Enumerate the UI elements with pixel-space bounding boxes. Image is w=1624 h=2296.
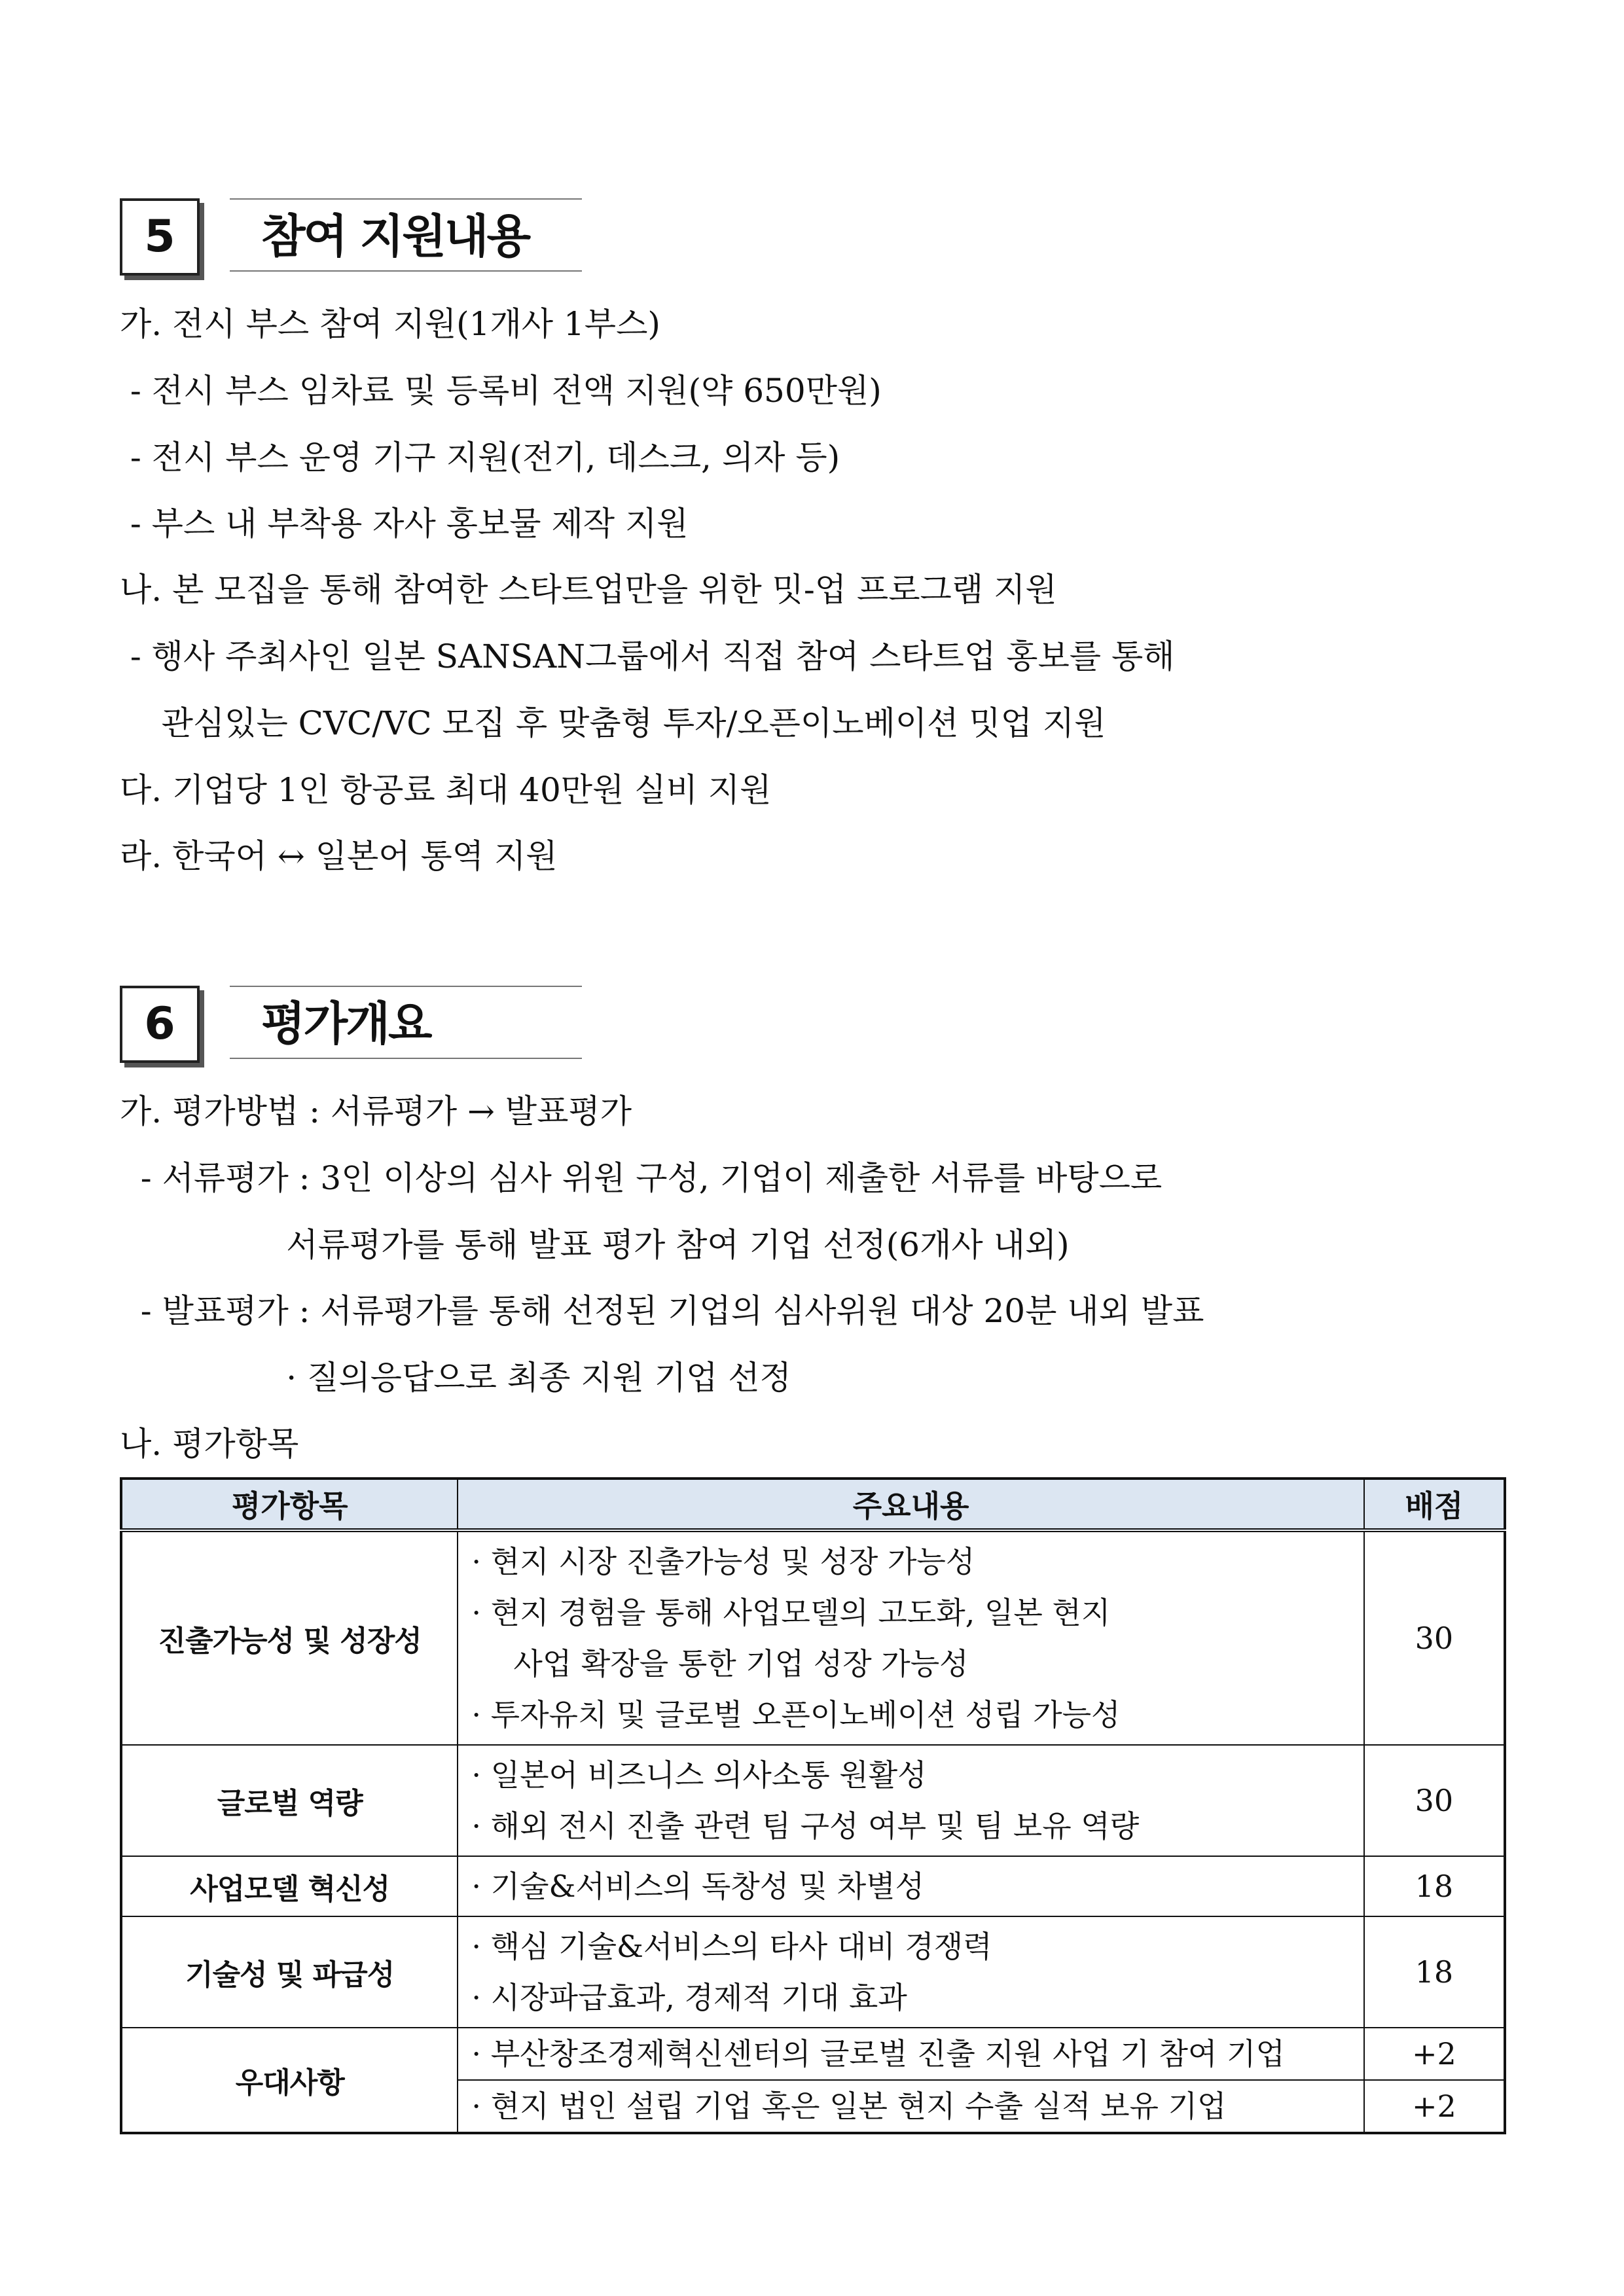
row-content (458, 1856, 1363, 1916)
content-item: · 현지 경험을 통해 사업모델의 고도화, 일본 현지 (471, 1595, 1111, 1630)
row-points: 18 (1364, 1916, 1505, 2028)
content-item: · 현지 법인 설립 기업 혹은 일본 현지 수출 실적 보유 기업 (471, 2089, 1227, 2124)
row-category: 글로벌 역량 (121, 1745, 458, 1856)
text-line: - 행사 주최사인 일본 SANSAN그룹에서 직접 참여 스타트업 홍보를 통해 (120, 637, 1175, 675)
content-item: · 시장파급효과, 경제적 기대 효과 (471, 1980, 907, 2015)
text-line: - 전시 부스 운영 기구 지원(전기, 데스크, 의자 등) (120, 439, 840, 476)
row-points: +2 (1364, 2028, 1505, 2080)
row-points: +2 (1364, 2080, 1505, 2133)
row-content (458, 1745, 1363, 1856)
content-item: · 기술&서비스의 독창성 및 차별성 (471, 1869, 925, 1904)
text-line: 가. 전시 부스 참여 지원(1개사 1부스) (120, 305, 660, 343)
row-category: 사업모델 혁신성 (121, 1856, 458, 1916)
row-points: 18 (1364, 1856, 1505, 1916)
row-category: 우대사항 (121, 2028, 458, 2133)
table-row (121, 1530, 1505, 1745)
row-content (458, 1530, 1363, 1745)
text-line: 라. 한국어 ↔ 일본어 통역 지원 (120, 837, 558, 875)
text-line: 나. 본 모집을 통해 참여한 스타트업만을 위한 밋-업 프로그램 지원 (120, 571, 1057, 609)
content-item: · 해외 전시 진출 관련 팀 구성 여부 및 팀 보유 역량 (471, 1808, 1140, 1844)
table-row (121, 1745, 1505, 1856)
table-header-row (121, 1479, 1505, 1530)
section-number: 5 (120, 198, 200, 276)
row-content (458, 2028, 1363, 2080)
row-points: 30 (1364, 1530, 1505, 1745)
content-item: · 현지 시장 진출가능성 및 성장 가능성 (471, 1544, 975, 1579)
section-number: 6 (120, 986, 200, 1063)
content-item: · 투자유치 및 글로벌 오픈이노베이션 성립 가능성 (471, 1697, 1121, 1732)
row-category: 진출가능성 및 성장성 (121, 1530, 458, 1745)
text-line: - 서류평가 : 3인 이상의 심사 위원 구성, 기업이 제출한 서류를 바탕으로 (120, 1159, 1163, 1197)
row-content (458, 1916, 1363, 2028)
content-item: 사업 확장을 통한 기업 성장 가능성 (513, 1646, 969, 1681)
header-content: 주요내용 (458, 1479, 1363, 1530)
content-item: · 부산창조경제혁신센터의 글로벌 진출 지원 사업 기 참여 기업 (471, 2036, 1285, 2072)
table-row (121, 2028, 1505, 2080)
content-item: · 핵심 기술&서비스의 타사 대비 경쟁력 (471, 1929, 992, 1964)
content-item: · 일본어 비즈니스 의사소통 원활성 (471, 1757, 927, 1793)
table-row (121, 1916, 1505, 2028)
text-line: 서류평가를 통해 발표 평가 참여 기업 선정(6개사 내외) (120, 1226, 1070, 1264)
row-points: 30 (1364, 1745, 1505, 1856)
section-title: 참여 지원내용 (230, 198, 582, 272)
evaluation-table (120, 1477, 1506, 2134)
table-row (121, 1856, 1505, 1916)
header-points: 배점 (1364, 1479, 1505, 1530)
text-line: - 부스 내 부착용 자사 홍보물 제작 지원 (120, 505, 689, 543)
text-line: 관심있는 CVC/VC 모집 후 맞춤형 투자/오픈이노베이션 밋업 지원 (120, 704, 1106, 742)
row-content (458, 2080, 1363, 2133)
text-line: 다. 기업당 1인 항공료 최대 40만원 실비 지원 (120, 771, 772, 809)
text-line: 나. 평가항목 (120, 1425, 299, 1463)
text-line: - 발표평가 : 서류평가를 통해 선정된 기업의 심사위원 대상 20분 내외 발표 (120, 1292, 1204, 1330)
text-line: - 전시 부스 임차료 및 등록비 전액 지원(약 650만원) (120, 372, 882, 410)
section-title: 평가개요 (230, 986, 582, 1059)
header-category: 평가항목 (121, 1479, 458, 1530)
text-line: 가. 평가방법 : 서류평가 → 발표평가 (120, 1092, 632, 1130)
row-category: 기술성 및 파급성 (121, 1916, 458, 2028)
text-line: · 질의응답으로 최종 지원 기업 선정 (120, 1359, 791, 1397)
